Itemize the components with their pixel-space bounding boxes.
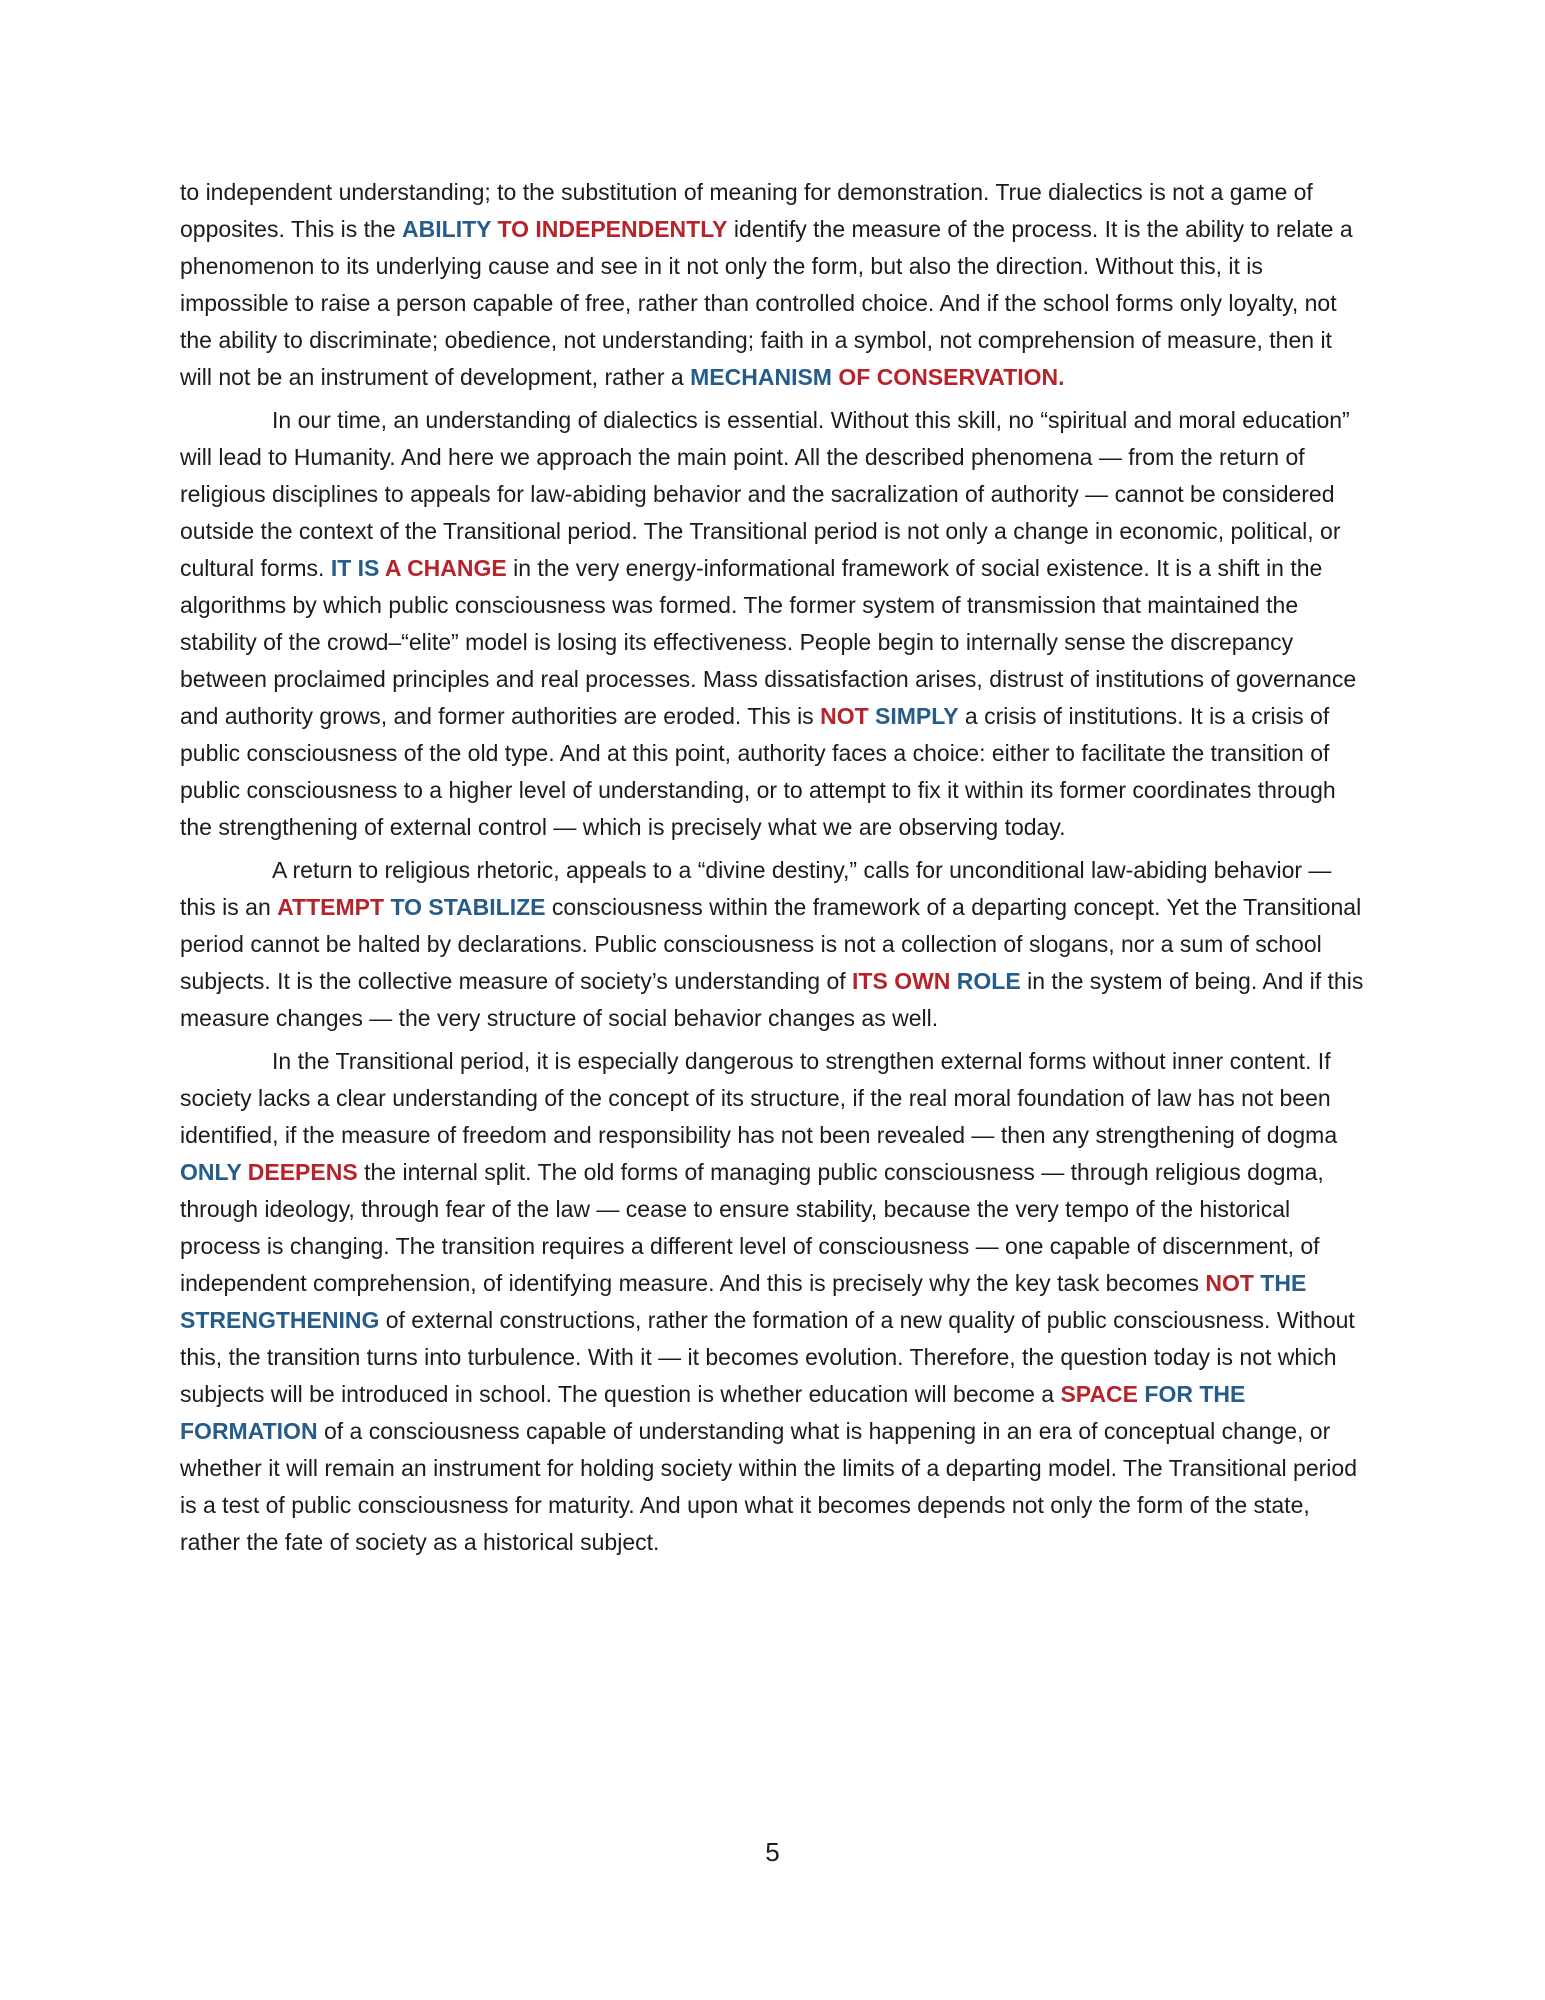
text-run: of a consciousness capable of understanding what is happening in an era of conceptual change, or whether it will remain an instrument for holding society within the limits of a departing model. The Transitional period is a test of public consciousness for maturity. And upon what it becomes depends not only the form of the state, rather the fate of society as a historical subject. — [180, 1418, 1357, 1555]
paragraph — [180, 174, 1368, 396]
emphasis-blue-run: SIMPLY — [868, 703, 959, 729]
text-run: consciousness within the framework of a departing concept. Yet the Transitional period cannot be halted by declarations. Public consciousness is not a collection of slogans, nor a sum of school subjects. It is the collective measure of society’s understanding of — [180, 894, 1362, 994]
emphasis-red-run: DEEPENS — [241, 1159, 358, 1185]
emphasis-blue-run: ONLY — [180, 1159, 242, 1185]
text-run: in the very energy-informational framework of social existence. It is a shift in the algorithms by which public consciousness was formed. The former system of transmission that maintained the stability of the crowd–“elite” model is losing its effectiveness. People begin to internally sense the discrepancy between proclaimed principles and real processes. Mass dissatisfaction arises, distrust of institutions of governance and authority grows, and former authorities are eroded. This is — [180, 555, 1357, 729]
emphasis-red-run: TO INDEPENDENTLY — [491, 216, 728, 242]
text-run: the internal split. The old forms of managing public consciousness — through religious dogma, through ideology, through fear of the law — cease to ensure stability, because the very tempo of the historical process is changing. The transition requires a different level of consciousness — one capable of discernment, of independent comprehension, of identifying measure. And this is precisely why the key task becomes — [180, 1159, 1324, 1296]
text-run: identify the measure of the process. It is the ability to relate a phenomenon to its underlying cause and see in it not only the form, but also the direction. Without this, it is impossible to raise a person capable of free, rather than controlled choice. And if the school forms only loyalty, not the ability to discriminate; obedience, not understanding; faith in a symbol, not comprehension of measure, then it will not be an instrument of development, rather a — [180, 216, 1353, 390]
emphasis-blue-run: THE STRENGTHENING — [180, 1270, 1307, 1333]
emphasis-red-run: ATTEMPT — [277, 894, 385, 920]
text-run: A return to religious rhetoric, appeals to a “divine destiny,” calls for unconditional law-abiding behavior — this is an — [180, 857, 1332, 920]
paragraph — [180, 402, 1368, 846]
text-run: In the Transitional period, it is especially dangerous to strengthen external forms without inner content. If society lacks a clear understanding of the concept of its structure, if the real moral foundation of law has not been identified, if the measure of freedom and responsibility has not been revealed — then any strengthening of dogma — [180, 1048, 1338, 1148]
text-run: a crisis of institutions. It is a crisis of public consciousness of the old type. And at this point, authority faces a choice: either to facilitate the transition of public consciousness to a higher level of understanding, or to attempt to fix it within its former coordinates through the strengthening of external control — which is precisely what we are observing today. — [180, 703, 1336, 840]
paragraph — [180, 1043, 1368, 1561]
paragraph — [180, 852, 1368, 1037]
emphasis-red-run: ITS OWN — [852, 968, 951, 994]
emphasis-blue-run: ABILITY — [402, 216, 492, 242]
emphasis-red-run: NOT — [820, 703, 869, 729]
emphasis-red-run: A CHANGE — [379, 555, 507, 581]
emphasis-blue-run: ROLE — [950, 968, 1021, 994]
emphasis-red-run: NOT — [1205, 1270, 1254, 1296]
emphasis-blue-run: IT IS — [330, 555, 380, 581]
text-run: In our time, an understanding of dialectics is essential. Without this skill, no “spiritual and moral education” will lead to Humanity. And here we approach the main point. All the described phenomena — from the return of religious disciplines to appeals for law-abiding behavior and the sacralization of authority — cannot be considered outside the context of the Transitional period. The Transitional period is not only a change in economic, political, or cultural forms. — [180, 407, 1350, 581]
text-run: of external constructions, rather the formation of a new quality of public consciousness. Without this, the transition turns into turbulence. With it — it becomes evolution. Therefore, the question today is not which subjects will be introduced in school. The question is whether education will become a — [180, 1307, 1355, 1407]
page-number: 5 — [765, 1837, 780, 1867]
text-run: in the system of being. And if this measure changes — the very structure of social behavior changes as well. — [180, 968, 1364, 1031]
emphasis-blue-run: TO STABILIZE — [384, 894, 546, 920]
emphasis-red-run: SPACE — [1060, 1381, 1139, 1407]
emphasis-blue-run: MECHANISM — [690, 364, 832, 390]
emphasis-blue-run: FOR THE FORMATION — [180, 1381, 1246, 1444]
text-run: to independent understanding; to the substitution of meaning for demonstration. True dialectics is not a game of opposites. This is the — [180, 179, 1313, 242]
document-body — [180, 174, 1368, 1567]
emphasis-red-run: OF CONSERVATION. — [831, 364, 1065, 390]
